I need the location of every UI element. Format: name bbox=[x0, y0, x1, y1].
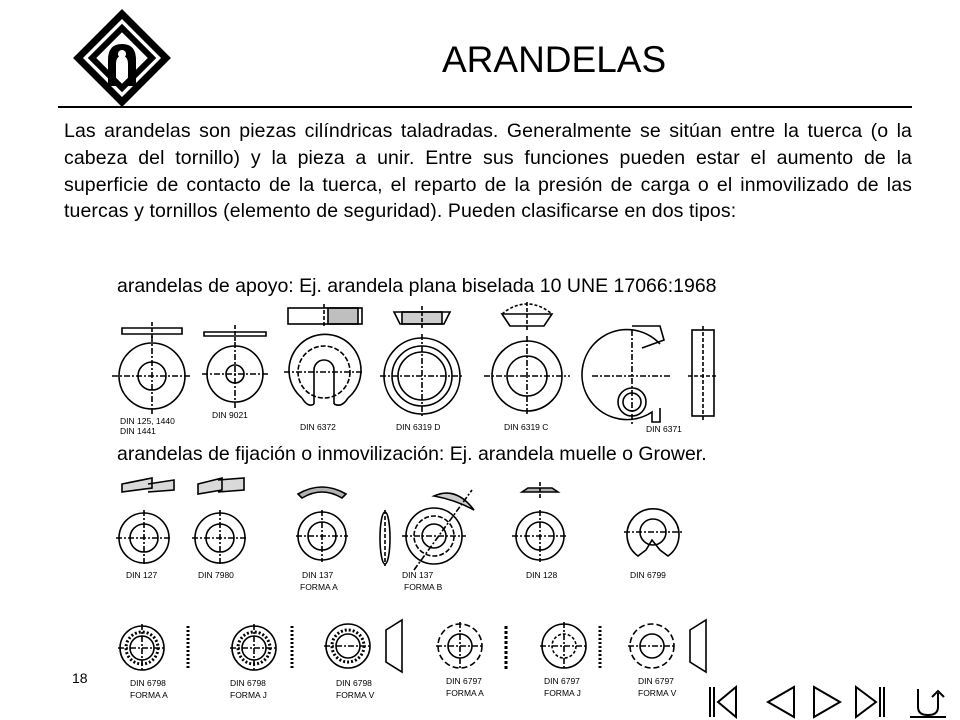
fig2-label-20: FORMA V bbox=[638, 688, 677, 698]
first-slide-icon[interactable] bbox=[700, 683, 744, 720]
fig2-label-16: FORMA A bbox=[446, 688, 484, 698]
last-slide-icon[interactable] bbox=[850, 683, 894, 720]
fig2-label-5: DIN 137 bbox=[402, 570, 434, 580]
fig2-label-6: FORMA B bbox=[404, 582, 443, 592]
fig1-label-4: DIN 6372 bbox=[300, 422, 336, 432]
fig1-label-1: DIN 125, 1440 bbox=[120, 416, 175, 426]
fig2-label-15: DIN 6797 bbox=[446, 676, 482, 686]
support-washers-heading: arandelas de apoyo: Ej. arandela plana biselada 10 UNE 17066:1968 bbox=[117, 275, 717, 297]
fig2-label-3: DIN 137 bbox=[302, 570, 334, 580]
locking-washers-figure bbox=[112, 470, 712, 720]
title-divider bbox=[58, 106, 912, 108]
fig1-label-2: DIN 1441 bbox=[120, 426, 156, 436]
fig2-label-14: FORMA V bbox=[336, 690, 375, 700]
fig2-label-2: DIN 7980 bbox=[198, 570, 234, 580]
fig2-label-8: DIN 6799 bbox=[630, 570, 666, 580]
page-title: ARANDELAS bbox=[442, 39, 667, 80]
fig2-label-18: FORMA J bbox=[544, 688, 581, 698]
support-washers-figure bbox=[112, 300, 732, 436]
fig1-label-3: DIN 9021 bbox=[212, 410, 248, 420]
fig2-label-4: FORMA A bbox=[300, 582, 338, 592]
fig2-label-13: DIN 6798 bbox=[336, 678, 372, 688]
previous-slide-icon[interactable] bbox=[758, 683, 802, 720]
fig2-label-12: FORMA J bbox=[230, 690, 267, 700]
intro-paragraph: Las arandelas son piezas cilíndricas taladradas. Generalmente se sitúan entre la tuerca (o la cabeza del tornillo) y la pieza a unir. Entre sus funciones pueden estar el aumento de la superficie de contacto de la tuerca, el reparto de la presión de carga o el inmovilizado de las tuercas y tornillos (elemento de seguridad). Pueden clasificarse en dos tipos: bbox=[64, 120, 912, 223]
return-icon[interactable] bbox=[906, 683, 950, 720]
fig2-label-11: DIN 6798 bbox=[230, 678, 266, 688]
fig2-label-19: DIN 6797 bbox=[638, 676, 674, 686]
slide-navigation bbox=[700, 683, 960, 720]
fig1-label-5: DIN 6319 D bbox=[396, 422, 441, 432]
fig2-label-1: DIN 127 bbox=[126, 570, 158, 580]
fig2-label-10: FORMA A bbox=[130, 690, 168, 700]
fig1-label-6: DIN 6319 C bbox=[504, 422, 549, 432]
fig2-label-17: DIN 6797 bbox=[544, 676, 580, 686]
locking-washers-heading: arandelas de fijación o inmovilización: Ej. arandela muelle o Grower. bbox=[117, 443, 707, 465]
next-slide-icon[interactable] bbox=[806, 683, 850, 720]
fig1-label-7: DIN 6371 bbox=[646, 424, 682, 434]
fig2-label-9: DIN 6798 bbox=[130, 678, 166, 688]
logo-emblem bbox=[70, 8, 174, 112]
fig2-label-7: DIN 128 bbox=[526, 570, 558, 580]
page-number: 18 bbox=[72, 670, 88, 686]
